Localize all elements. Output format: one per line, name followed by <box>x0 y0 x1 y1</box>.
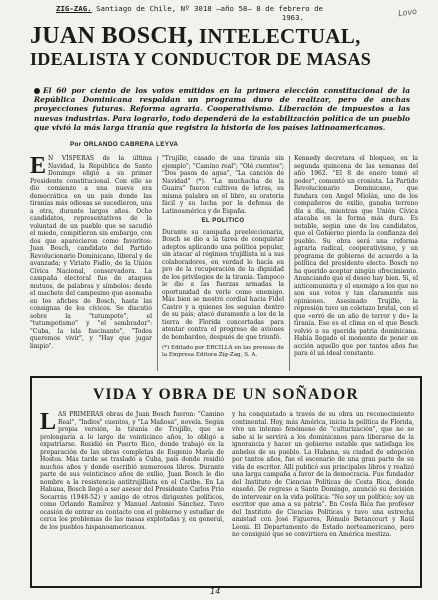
article-column-1 <box>30 155 152 351</box>
column-3-text: Kennedy decretara el bloqueo, en la segunda quincena de las semanas del año 1962. "El 8 de enero tomó el poder", comentó un cronista. La Partido Revolucionario Dominicano, que fundara con Angel Miolán, uno de los compañeros de exilio, ganaba terreno día a día, mientras que Unión Cívica atacaba en la forma más dura. Es notable, según uno de los candidatos, que el Gobierno pierda la confianza del pueblo. Su obra será una reforma agraria radical, cooperativismo, y un programa de gobierno de acuerdo a la política del presidente electo. Bosch no ha querido aceptar ningún ofrecimiento. Anunciando que el deseo hay bien. Sí, el anticomunista y el enemigo a los que no son sus votos y tan claramente sus opiniones. Asesinado Trujillo, la represión tuvo un coletazo brutal, con el que «erró de un año de terror y de» la tiranía. Ese es el clima en el que Bosch volvió a su querida patria dominicana. Había llegado el momento de poner en acción aquello que por tantos años fue para él un ideal constante. <box>294 155 418 357</box>
headline-name: JUAN BOSCH, <box>30 23 194 49</box>
column-divider <box>289 156 290 371</box>
box-title: VIDA Y OBRA DE UN SOÑADOR <box>92 386 360 403</box>
column-2-text: Durante su campaña preeleccionaria, Bosch se dio a la tarea de conquistar adeptos aplicando una política popular, sin atacar al régimen trujillista ni a sus colaboradores, en verdad lo hacía en pro de la recuperación de la dignidad de los privilegios de la tiranía. Tampoco le dio a las fuerzas armadas la oportunidad de verle como enemigo. Más bien se mostró cordial hacia Fidel Castro y a quienes los seguían dentro de su país; atacó duramente a los de la tierra de Florida concertadas para atentar contra el progreso de aviones de bombardeo, después de que triunfó. <box>162 228 284 341</box>
column-2-intro: "Trujillo, casado de una tiranía sin ejemplo"; "Camino real"; "Olé cuentos"; "Dos pasos de agua", "La canción de Navidad" (*). "La muchacha de la Guaira" fueron cultivos de letras, su misma palabra en el libro, su oratoria fácil y su lucha por la defensa de Latinoamérica y de España. <box>162 155 284 215</box>
bullet-icon <box>34 88 40 94</box>
box-column-1-text: AS PRIMERAS obras de Juan Bosch fueron: "Camino Real", "Indios" cuentos, y "La Mañosa", novela. Según propia versión, la tiranía de Trujillo, que se prolongaría a lo largo de veinticinco años, lo obligó a expatriarse. Residió en Puerto Rico, donde trabajó en la preparación de las obras completas de Eugenio María de Hostos. Más tarde se trasladó a Cuba, país donde residió muchos años y donde escribió numerosos libros. Durante parte de sus veinticinco años de exilio, Juan Bosch le dio nombre a la resistencia antitrujillista en el Caribe. En La Habana, Bosch llegó a ser asesor del Presidente Carlos Prío Socarrás (1948-52) y amigo de otros dirigentes políticos, como Orlando Ramírez y Manuel Antonio Sánchez. Tuvo ocasión de entrar en contacto con el gobierno y estudiar de cerca los problemas de las masas explotadas y, en general, de los pueblos hispanoamericanos. <box>40 411 224 531</box>
lead-text: El 60 por ciento de los votos emitidos en la primera elección constitucional de la República Dominicana respaldan un programa duro de realizar, pero de anchas proyecciones futuras. Reforma agraria. Cooperativismo. Liberación de impuestos a las nuevas industrias. Para lograrlo, todo dependerá de la estabilización política de un pueblo que vivió la más larga tiranía que registra la historia de los países latinoamericanos. <box>34 86 410 132</box>
box-column-2-text: y ha conquistado a través de su obra un reconocimiento continental. Hoy, más América, inicia la política de Florida, vive un intenso fenómeno de "culturización", que no se sabe si le servirá a los dominicanos para liberarse de la ignorancia y hacer un gobierno estable que satisfaga los anhelos de su pueblo. La Habana, su ciudad de adopción por tantos años, fue el escenario de una gran parte de su vida de escritor. Allí publicó sus principales libros y realizó una larga campaña a favor de la democracia. Fue fundador del Instituto de Ciencias Políticas de Costa Rica, donde enseñó. De regreso a Santo Domingo, anunció su decisión de intervenir en la vida política: "No soy un político; soy un escritor que ama a su patria". En Costa Rica fue profesor del Instituto de Ciencias Políticas y tuvo una estrecha amistad con José Figueres, Rómulo Betancourt y Raúl Leoni. El Departamento de Estado norteamericano, pero no consiguió que se convirtiera en América mestiza. <box>232 411 414 538</box>
box-column-2 <box>232 411 414 540</box>
box-column-1 <box>40 411 224 532</box>
drop-cap: E <box>30 153 47 179</box>
column-1-text: N VÍSPERAS de la última Navidad, la República de Santo Domingo eligió a su primer Presidente constitucional. Con ello se dio comienzo a una nueva era democrática en un país donde las tiranías más odiosas se sucedieron, una a otra, durante largos años. Ocho candidatos, representativos de la voluntad de un pueblo que se sacudió el miedo, compitieron sin embargo, con dos que aparecieron como favoritos: Juan Bosch, candidato del Partido Revolucionario Dominicano, liberal y de avanzada; y Viriato Fiallo, de la Unión Cívica Nacional, conservadora. La campaña electoral fue de ataques mutuos, de palabras y símbolos: desde el machete del campesino que asomaba en los afiches de Bosch, hasta las consignas de los cívicos. Se discutió sobre la "tutumpote", el "tutumpotismo" y "el sembrador": "Cuba, la isla fascinante", "Todos queremos vivir", y "Hay que jugar limpio". <box>30 155 152 350</box>
drop-cap: L <box>40 409 57 435</box>
headline-line-2: IDEALISTA Y CONDUCTOR DE MASAS <box>30 49 372 69</box>
masthead <box>56 4 356 22</box>
headline-line-1 <box>30 24 420 48</box>
lead-paragraph <box>34 86 410 132</box>
issue-year: 1963. <box>281 13 304 22</box>
page-number: 14 <box>210 587 221 596</box>
section-subheading: EL POLITICO <box>201 218 245 224</box>
article-column-3 <box>294 155 418 359</box>
sidebar-box <box>30 376 422 588</box>
footnote: (*) Editado por ERCILLA en las prensas de la Empresa Editora Zig-Zag, S. A. <box>162 345 284 358</box>
headline-line-1-rest: INTELECTUAL, <box>198 24 361 48</box>
issue-line: Santiago de Chile, Nº 3018 —año 58— 8 de febrero de <box>96 4 323 13</box>
article-column-2 <box>162 155 284 360</box>
handwritten-note: Lovo <box>397 6 418 19</box>
byline: Por ORLANDO CABRERA LEYVA <box>70 141 179 148</box>
article-headline <box>30 24 420 70</box>
magazine-name: ZIG-ZAG. <box>56 4 92 13</box>
column-divider <box>157 156 158 371</box>
